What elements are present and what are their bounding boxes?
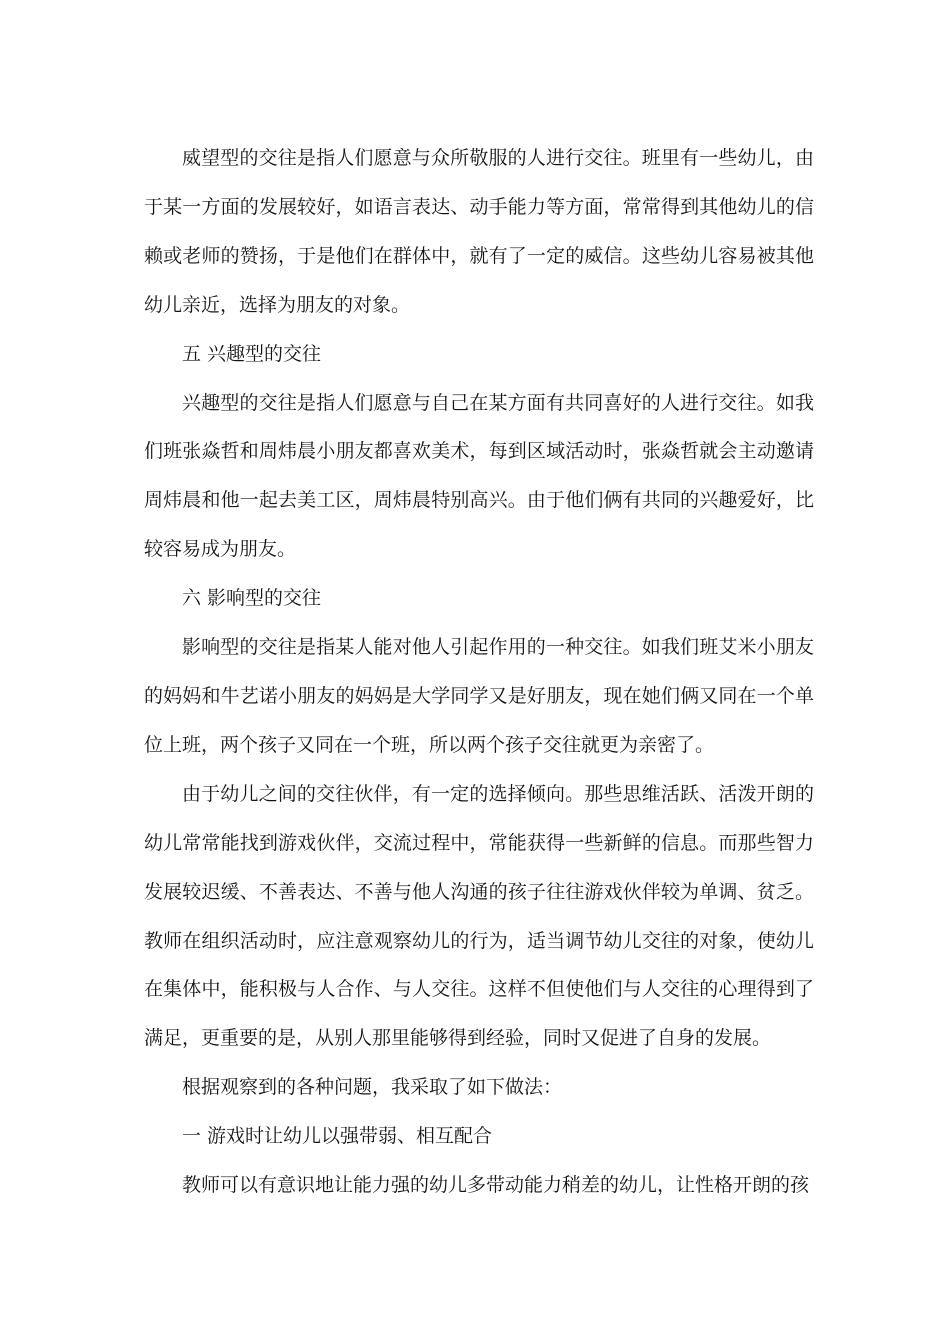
paragraph-selection-tendency: 由于幼儿之间的交往伙伴，有一定的选择倾向。那些思维活跃、活泼开朗的幼儿常常能找到游戏伙伴，交流过程中，常能获得一些新鲜的信息。而那些智力发展较迟缓、不善表达、不善与他人沟通的孩子往往游戏伙伴较为单调、贫乏。教师在组织活动时，应注意观察幼儿的行为，适当调节幼儿交往的对象，使幼儿在集体中，能积极与人合作、与人交往。这样不但使他们与人交往的心理得到了满足，更重要的是，从别人那里能够得到经验，同时又促进了自身的发展。	[144, 782, 814, 1050]
heading-influence-type: 六 影响型的交往	[182, 587, 322, 610]
paragraph-influence-type: 影响型的交往是指某人能对他人引起作用的一种交往。如我们班艾米小朋友的妈妈和牛艺诺小朋友的妈妈是大学同学又是好朋友，现在她们俩又同在一个单位上班，两个孩子又同在一个班，所以两个孩子交往就更为亲密了。	[144, 636, 814, 756]
heading-method-one: 一 游戏时让幼儿以强带弱、相互配合	[182, 1125, 493, 1148]
paragraph-method-one: 教师可以有意识地让能力强的幼儿多带动能力稍差的幼儿，让性格开朗的孩	[182, 1174, 810, 1197]
paragraph-prestige-type: 威望型的交往是指人们愿意与众所敬服的人进行交往。班里有一些幼儿，由于某一方面的发展较好，如语言表达、动手能力等方面，常常得到其他幼儿的信赖或老师的赞扬，于是他们在群体中，就有了一定的威信。这些幼儿容易被其他幼儿亲近，选择为朋友的对象。	[144, 147, 814, 316]
paragraph-interest-type: 兴趣型的交往是指人们愿意与自己在某方面有共同喜好的人进行交往。如我们班张焱哲和周炜晨小朋友都喜欢美术，每到区域活动时，张焱哲就会主动邀请周炜晨和他一起去美工区，周炜晨特别高兴。由于他们俩有共同的兴趣爱好，比较容易成为朋友。	[144, 391, 814, 561]
paragraph-methods-intro: 根据观察到的各种问题，我采取了如下做法：	[182, 1076, 563, 1099]
heading-interest-type: 五 兴趣型的交往	[182, 342, 322, 365]
document-body	[144, 134, 814, 1210]
